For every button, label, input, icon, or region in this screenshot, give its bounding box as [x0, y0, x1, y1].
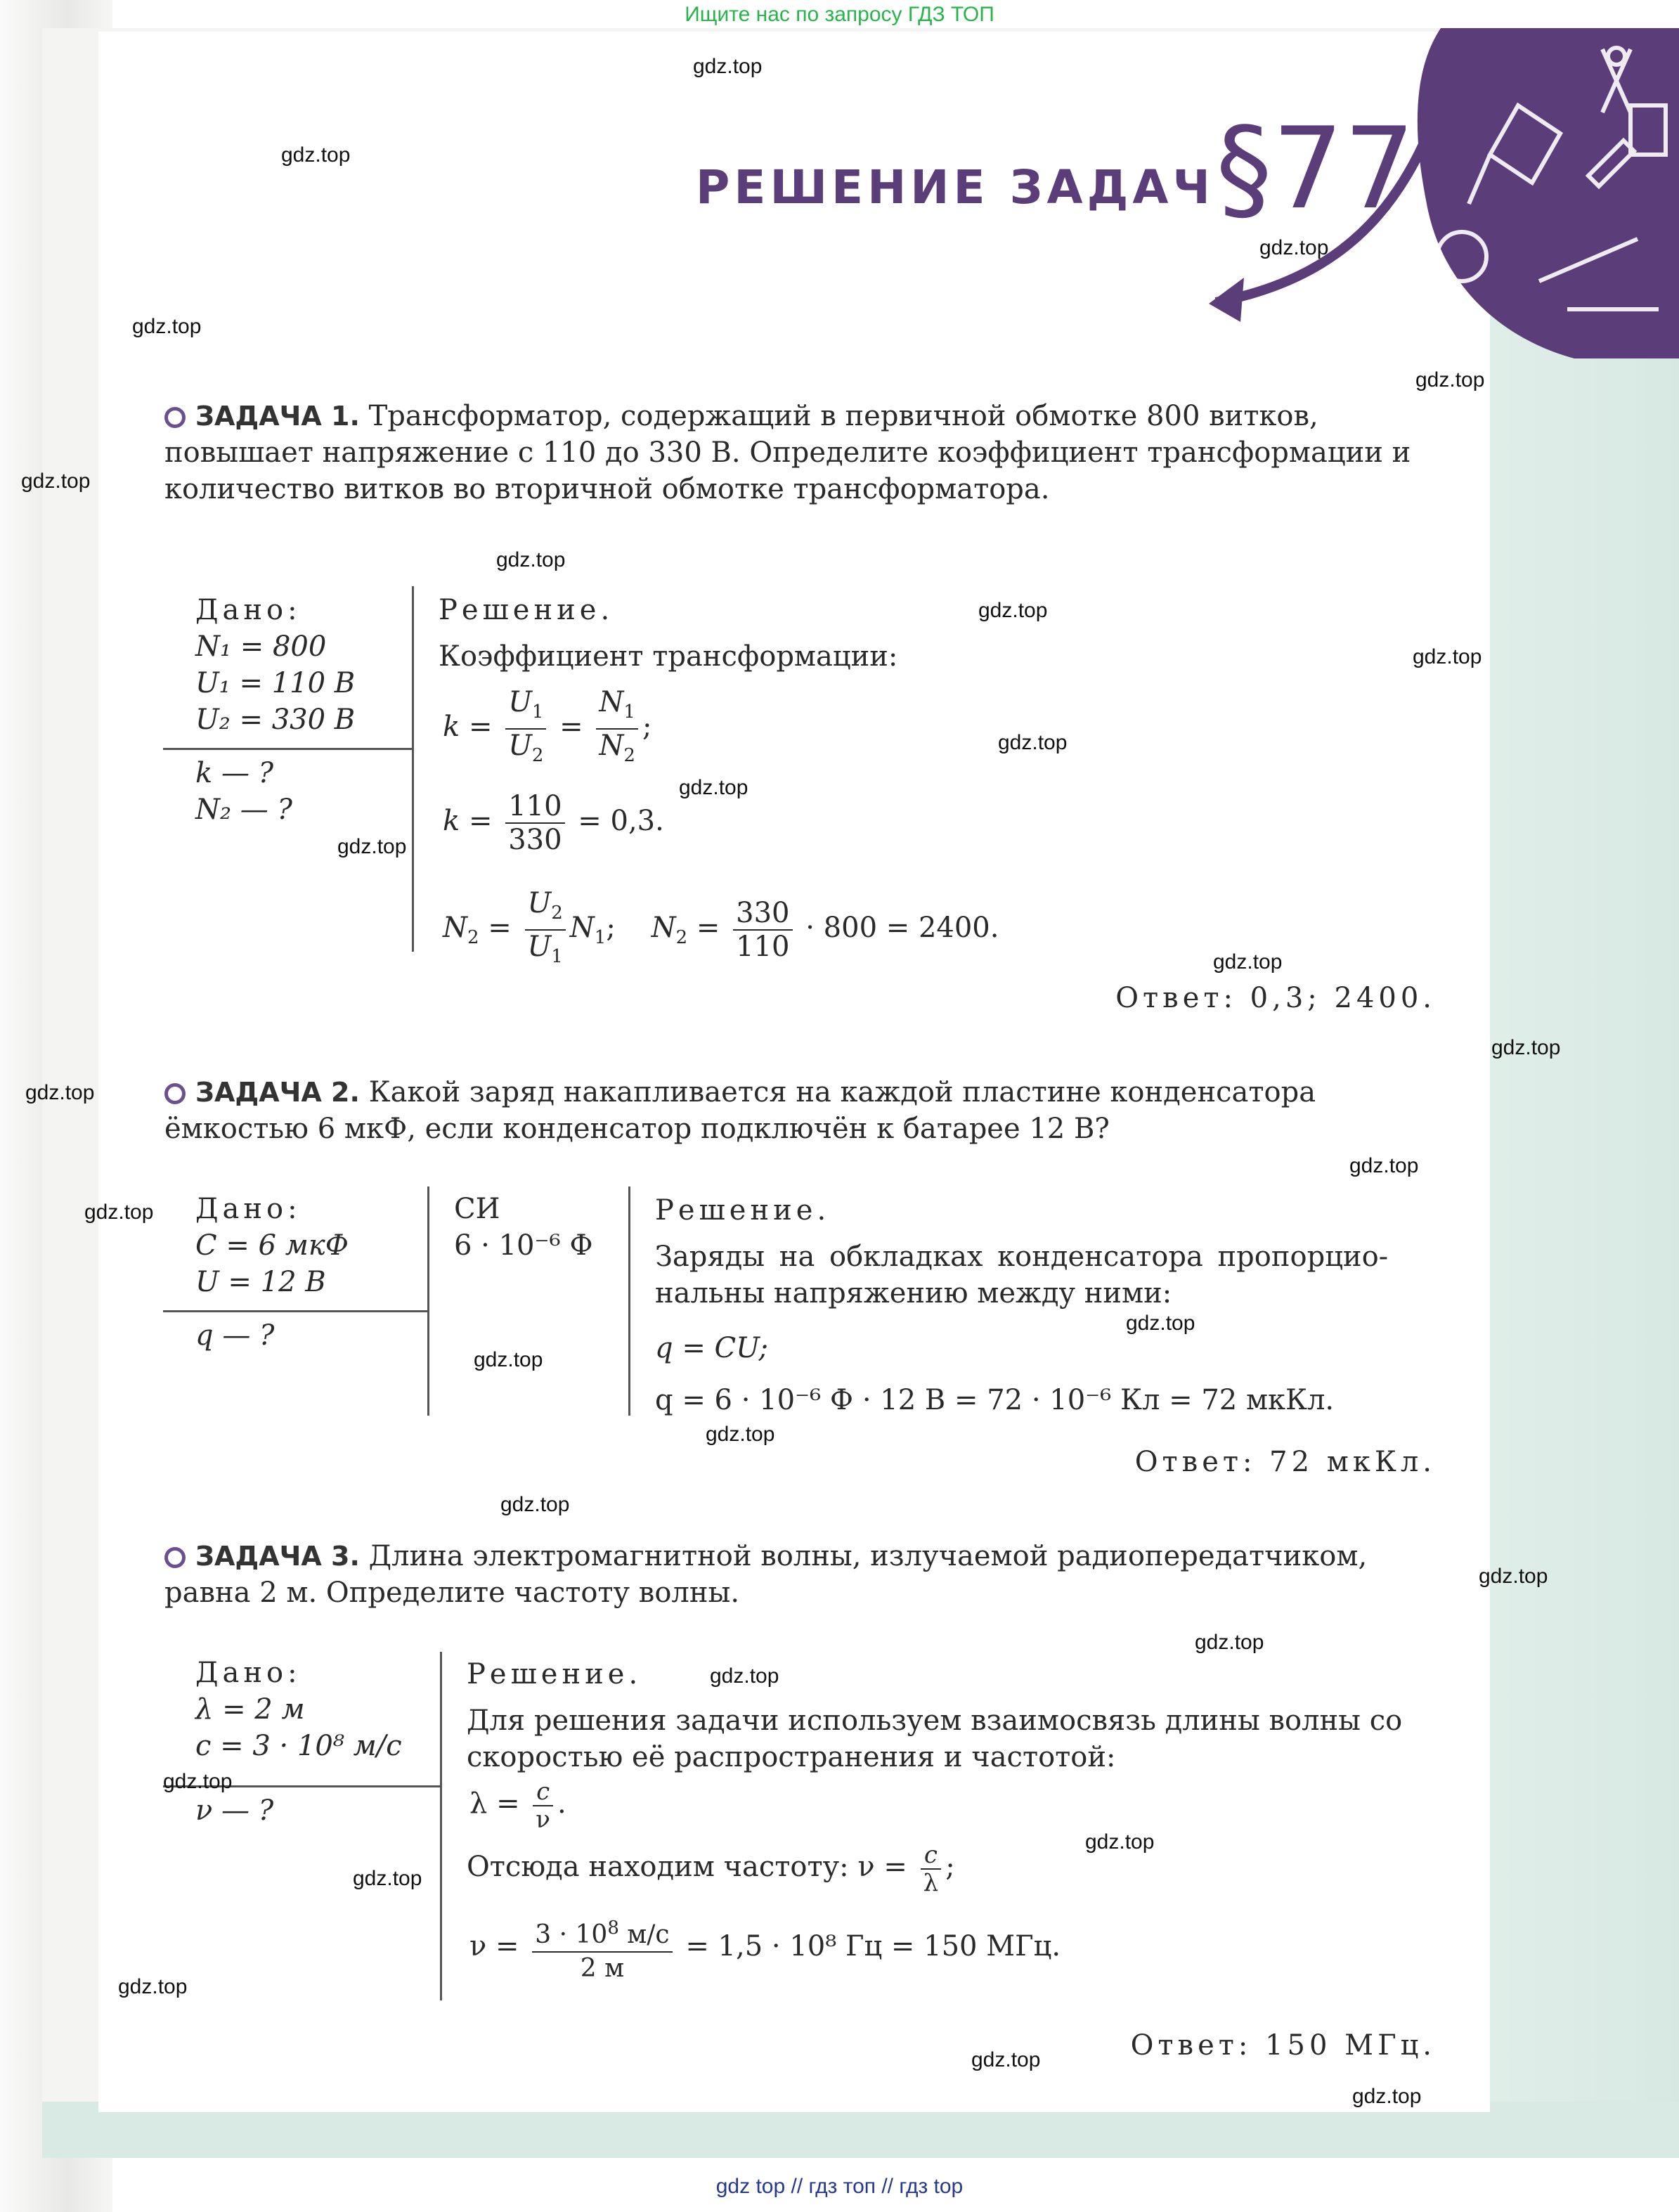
task2-formula-1: q = CU;	[655, 1332, 768, 1364]
task1-answer: Ответ: 0,3; 2400.	[1115, 982, 1436, 1014]
task2-solution-line-2: нальны напряжению между ними:	[655, 1277, 1172, 1309]
task1-given-divider	[163, 748, 413, 750]
task1-vertical-divider	[412, 586, 414, 952]
watermark: gdz.top	[1352, 2085, 1422, 2108]
task2-solution-line-1: Заряды на обкладках конденсатора пропорцио-	[655, 1241, 1389, 1273]
task3-given-title: Дано:	[195, 1657, 302, 1689]
watermark: gdz.top	[1259, 236, 1329, 259]
task2-given-divider	[163, 1310, 429, 1312]
page-paper	[98, 32, 1490, 2112]
task2-find-1: q — ?	[195, 1319, 275, 1352]
task1-given-title: Дано:	[195, 594, 302, 626]
watermark: gdz.top	[1349, 1154, 1419, 1177]
watermark: gdz.top	[21, 470, 91, 493]
task1-formula-k: k = $\frac{U_1}{U_2}$ = $\frac{N_1}{N_2}$ ;	[443, 686, 652, 766]
watermark: gdz.top	[1195, 1631, 1264, 1654]
watermark: gdz.top	[978, 599, 1048, 622]
task2-statement	[164, 1074, 1451, 1147]
task3-solution-line-3: Отсюда находим частоту:	[467, 1851, 849, 1883]
task1-given-3: U₂ = 330 В	[195, 704, 356, 736]
task2-given-2: U = 12 В	[195, 1266, 326, 1298]
watermark: gdz.top	[132, 315, 202, 338]
watermark: gdz.top	[500, 1493, 570, 1516]
task1-formula-k-value: k = $\frac{110}{330}$ = 0,3.	[443, 790, 664, 856]
watermark: gdz.top	[706, 1423, 775, 1446]
watermark: gdz.top	[998, 731, 1068, 754]
task3-find-1: ν — ?	[195, 1794, 274, 1827]
task1-n2-result: · 800 = 2400.	[805, 912, 999, 944]
task3-nu-result: = 1,5 · 10⁸ Гц = 150 МГц.	[685, 1930, 1061, 1962]
task3-solution-line-2: скоростью её распространения и частотой:	[467, 1741, 1116, 1773]
task2-si-value: 6 · 10⁻⁶ Ф	[454, 1229, 593, 1262]
task3-given-1: λ = 2 м	[195, 1693, 305, 1726]
task2-label: ЗАДАЧА 2.	[195, 1077, 360, 1108]
page-title: РЕШЕНИЕ ЗАДАЧ	[696, 160, 1214, 214]
task3-formula-nu: Отсюда находим частоту: ν = $\frac{c}{\lambda}$ ;	[467, 1841, 955, 1897]
task3-vertical-divider	[440, 1652, 442, 2000]
watermark: gdz.top	[1413, 645, 1482, 668]
task1-formula-n2: $N_2$ = $\frac{U_2}{U_1}$ $N_1$; $N_2$ = $\frac{330}{110}$ · 800 = 2400.	[443, 887, 999, 967]
task2-answer: Ответ: 72 мкКл.	[1134, 1446, 1436, 1478]
watermark: gdz.top	[118, 1975, 188, 1998]
watermark: gdz.top	[679, 776, 748, 799]
task2-vertical-divider-1	[427, 1186, 429, 1416]
watermark: gdz.top	[1479, 1565, 1548, 1588]
task-bullet-icon	[164, 1547, 186, 1568]
top-banner[interactable]: Ищите нас по запросу ГДЗ ТОП	[685, 3, 994, 26]
watermark: gdz.top	[1491, 1036, 1561, 1059]
task3-formula-lambda: λ = $\frac{c}{\nu}$ .	[469, 1778, 566, 1834]
task3-answer: Ответ: 150 МГц.	[1130, 2029, 1436, 2062]
task2-solution-title: Решение.	[655, 1194, 831, 1227]
task1-statement	[164, 398, 1451, 507]
watermark: gdz.top	[496, 548, 566, 571]
task1-find-1: k — ?	[195, 757, 274, 789]
task2-vertical-divider-2	[628, 1186, 630, 1416]
watermark: gdz.top	[25, 1081, 95, 1104]
task3-label: ЗАДАЧА 3.	[195, 1541, 360, 1572]
task2-given-1: C = 6 мкФ	[195, 1229, 349, 1262]
watermark: gdz.top	[163, 1770, 233, 1793]
watermark: gdz.top	[1126, 1312, 1195, 1335]
task1-k-result: = 0,3.	[578, 805, 664, 837]
task3-formula-nu-value: ν = $\frac{3 \cdot 10^8 м/с}{2 м}$ = 1,5 · 10⁸ Гц = 150 МГц.	[469, 1912, 1061, 1985]
watermark: gdz.top	[353, 1867, 422, 1890]
watermark: gdz.top	[281, 143, 351, 167]
task1-find-2: N₂ — ?	[195, 794, 292, 826]
task2-si-title: СИ	[454, 1193, 500, 1225]
watermark: gdz.top	[474, 1348, 543, 1371]
task2-given-title: Дано:	[195, 1193, 302, 1225]
task1-text: Трансформатор, содержащий в первичной обмотке 800 витков, повышает напряжение с 110 до 330 В. Определите коэффициент трансформации и количество витков во вторичной обмотке трансформатора.	[164, 400, 1411, 505]
task3-statement	[164, 1538, 1451, 1611]
task-bullet-icon	[164, 407, 186, 428]
watermark: gdz.top	[1415, 368, 1485, 392]
task1-given-1: N₁ = 800	[195, 630, 327, 663]
watermark: gdz.top	[1085, 1830, 1155, 1854]
task-bullet-icon	[164, 1083, 186, 1104]
task2-text: Какой заряд накапливается на каждой пластине конденсатора ёмкостью 6 мкФ, если конденсатор подключён к батарее 12 В?	[164, 1076, 1316, 1145]
task2-formula-2: q = 6 · 10⁻⁶ Ф · 12 В = 72 · 10⁻⁶ Кл = 72 мкКл.	[655, 1384, 1335, 1416]
task3-text: Длина электромагнитной волны, излучаемой радиопередатчиком, равна 2 м. Определите частоту волны.	[164, 1540, 1368, 1609]
task1-label: ЗАДАЧА 1.	[195, 401, 360, 432]
task3-given-2: c = 3 · 10⁸ м/с	[195, 1730, 402, 1762]
watermark: gdz.top	[84, 1201, 154, 1224]
watermark: gdz.top	[337, 835, 407, 858]
watermark: gdz.top	[693, 55, 763, 78]
watermark: gdz.top	[1213, 950, 1283, 974]
watermark: gdz.top	[971, 2048, 1041, 2071]
footer-banner[interactable]: gdz top // гдз топ // гдз top	[715, 2175, 964, 2198]
task1-solution-title: Решение.	[439, 594, 614, 626]
task1-solution-line: Коэффициент трансформации:	[439, 640, 898, 673]
watermark: gdz.top	[710, 1664, 779, 1688]
task3-solution-title: Решение.	[467, 1658, 642, 1690]
task1-given-2: U₁ = 110 В	[195, 667, 356, 699]
task3-solution-line-1: Для решения задачи используем взаимосвязь длины волны со	[467, 1705, 1403, 1737]
section-number: §77	[1216, 103, 1415, 234]
